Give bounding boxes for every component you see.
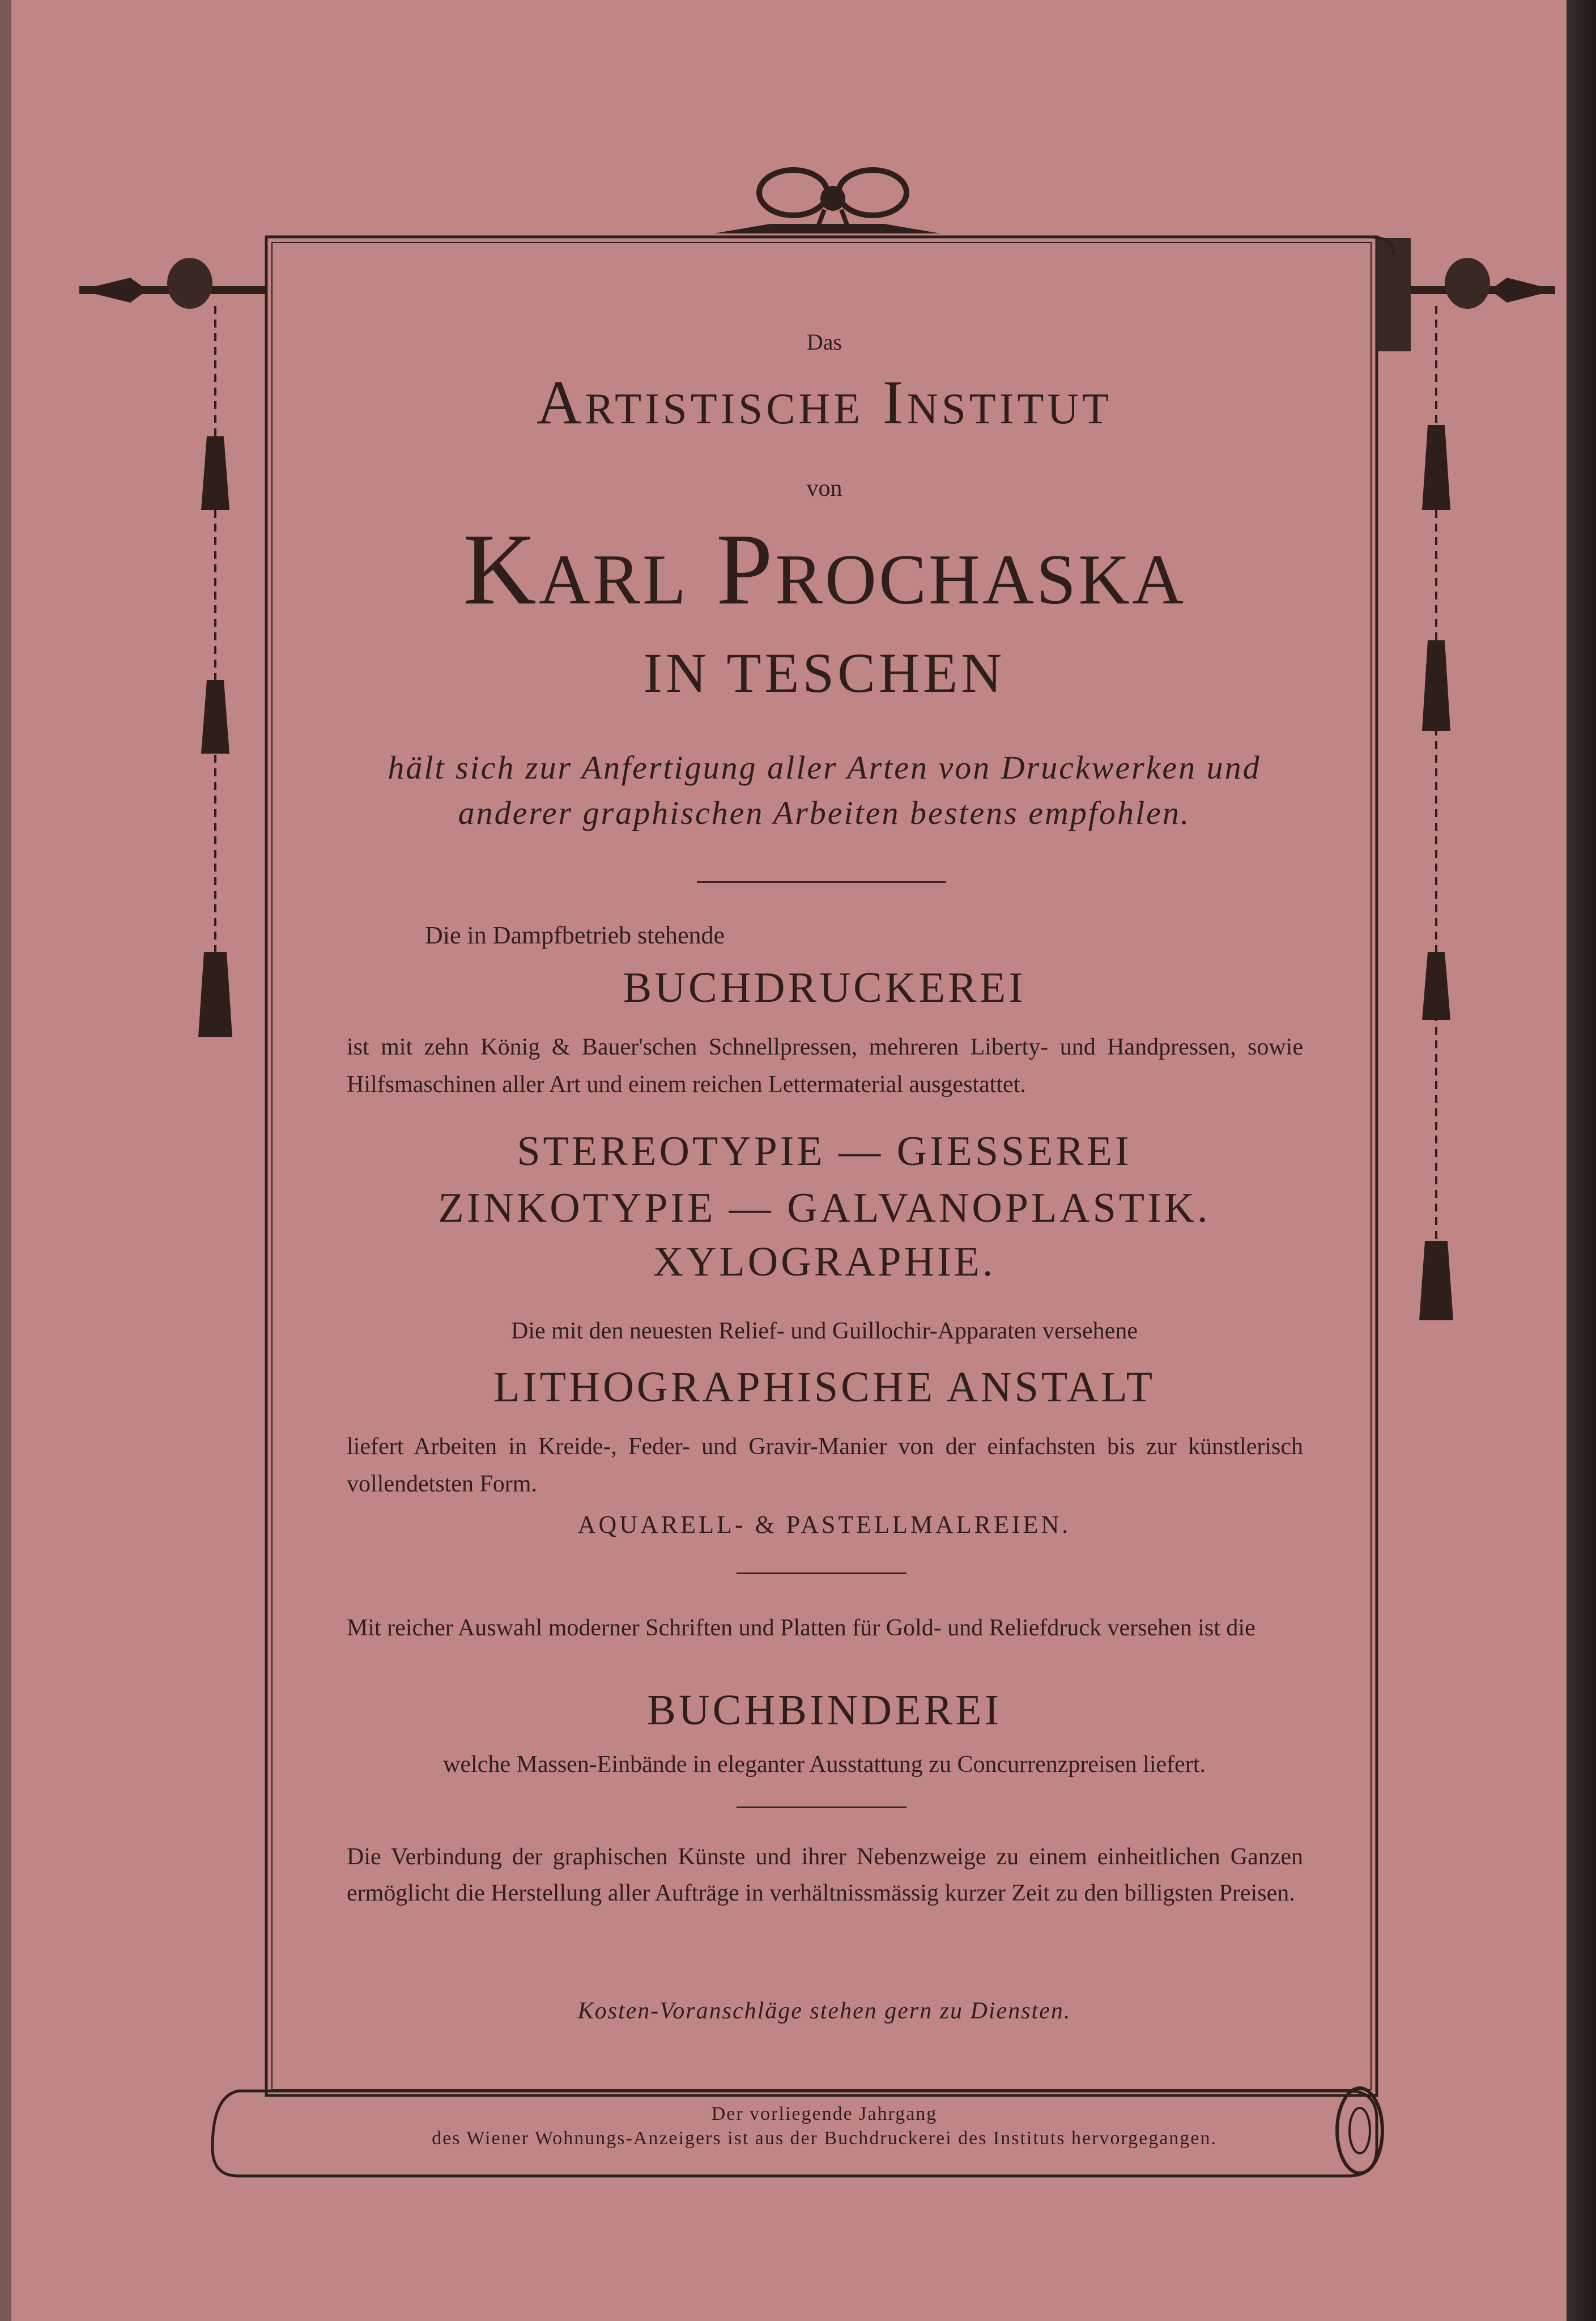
binder-body: welche Massen-Einbände in eleganter Ausstattung zu Concurrenzpreisen liefert. bbox=[443, 1752, 1206, 1778]
offer-line: Kosten-Voranschläge stehen gern zu Diensten. bbox=[577, 1998, 1071, 2024]
divider-2 bbox=[737, 1572, 906, 1574]
litho-title: LITHOGRAPHISCHE ANSTALT bbox=[493, 1363, 1156, 1411]
aquarell-line: AQUARELL- & PASTELLMALREIEN. bbox=[577, 1511, 1071, 1538]
buchdruckerei-body: ist mit zehn König & Bauer'schen Schnellpressen, mehreren Liberty- und Handpressen, sowie Hilfsmaschinen aller Art und einem reichen Lettermaterial ausgestattet. bbox=[347, 1034, 1303, 1098]
bow-icon bbox=[714, 170, 940, 233]
left-rod-icon bbox=[79, 258, 266, 1037]
closing-paragraph: Die Verbindung der graphischen Künste und ihrer Nebenzweige zu einem einheitlichen Ganzen ermöglicht die Herstellung aller Aufträge in verhältnissmässig kurzer Zeit zu den billigsten Preisen. bbox=[347, 1844, 1303, 1906]
services-line-1: STEREOTYPIE — GIESSEREI bbox=[517, 1128, 1132, 1175]
company-name: Karl Prochaska bbox=[462, 513, 1186, 626]
binder-title: BUCHBINDEREI bbox=[647, 1686, 1002, 1734]
services-line-3: XYLOGRAPHIE. bbox=[653, 1239, 996, 1285]
institute-title: Artistische Institut bbox=[536, 368, 1113, 437]
von-text: von bbox=[806, 475, 842, 501]
footer-line-2: des Wiener Wohnungs-Anzeigers ist aus der Buchdruckerei des Instituts hervorgegangen. bbox=[432, 2128, 1217, 2149]
binder-intro: Mit reicher Auswahl moderner Schriften und Platten für Gold- und Reliefdruck versehen ist die bbox=[347, 1615, 1255, 1641]
right-rod-icon bbox=[1377, 238, 1555, 1320]
litho-intro: Die mit den neuesten Relief- und Guillochir-Apparaten versehene bbox=[511, 1318, 1138, 1344]
tagline: hält sich zur Anfertigung aller Arten von Druckwerken und anderer graphischen Arbeiten bestens empfohlen. bbox=[388, 749, 1261, 831]
footer-line-1: Der vorliegende Jahrgang bbox=[711, 2103, 938, 2124]
services-line-2: ZINKOTYPIE — GALVANOPLASTIK. bbox=[438, 1185, 1211, 1231]
litho-body: liefert Arbeiten in Kreide-, Feder- und Gravir-Manier von der einfachsten bis zur künstlerisch vollendetsten Form. bbox=[347, 1434, 1303, 1497]
buchdruckerei-intro: Die in Dampfbetrieb stehende bbox=[425, 921, 725, 949]
divider-1 bbox=[697, 881, 946, 883]
buchdruckerei-title: BUCHDRUCKEREI bbox=[623, 964, 1026, 1011]
divider-3 bbox=[737, 1806, 906, 1808]
city-name: IN TESCHEN bbox=[643, 641, 1006, 704]
das-text: Das bbox=[806, 329, 842, 355]
